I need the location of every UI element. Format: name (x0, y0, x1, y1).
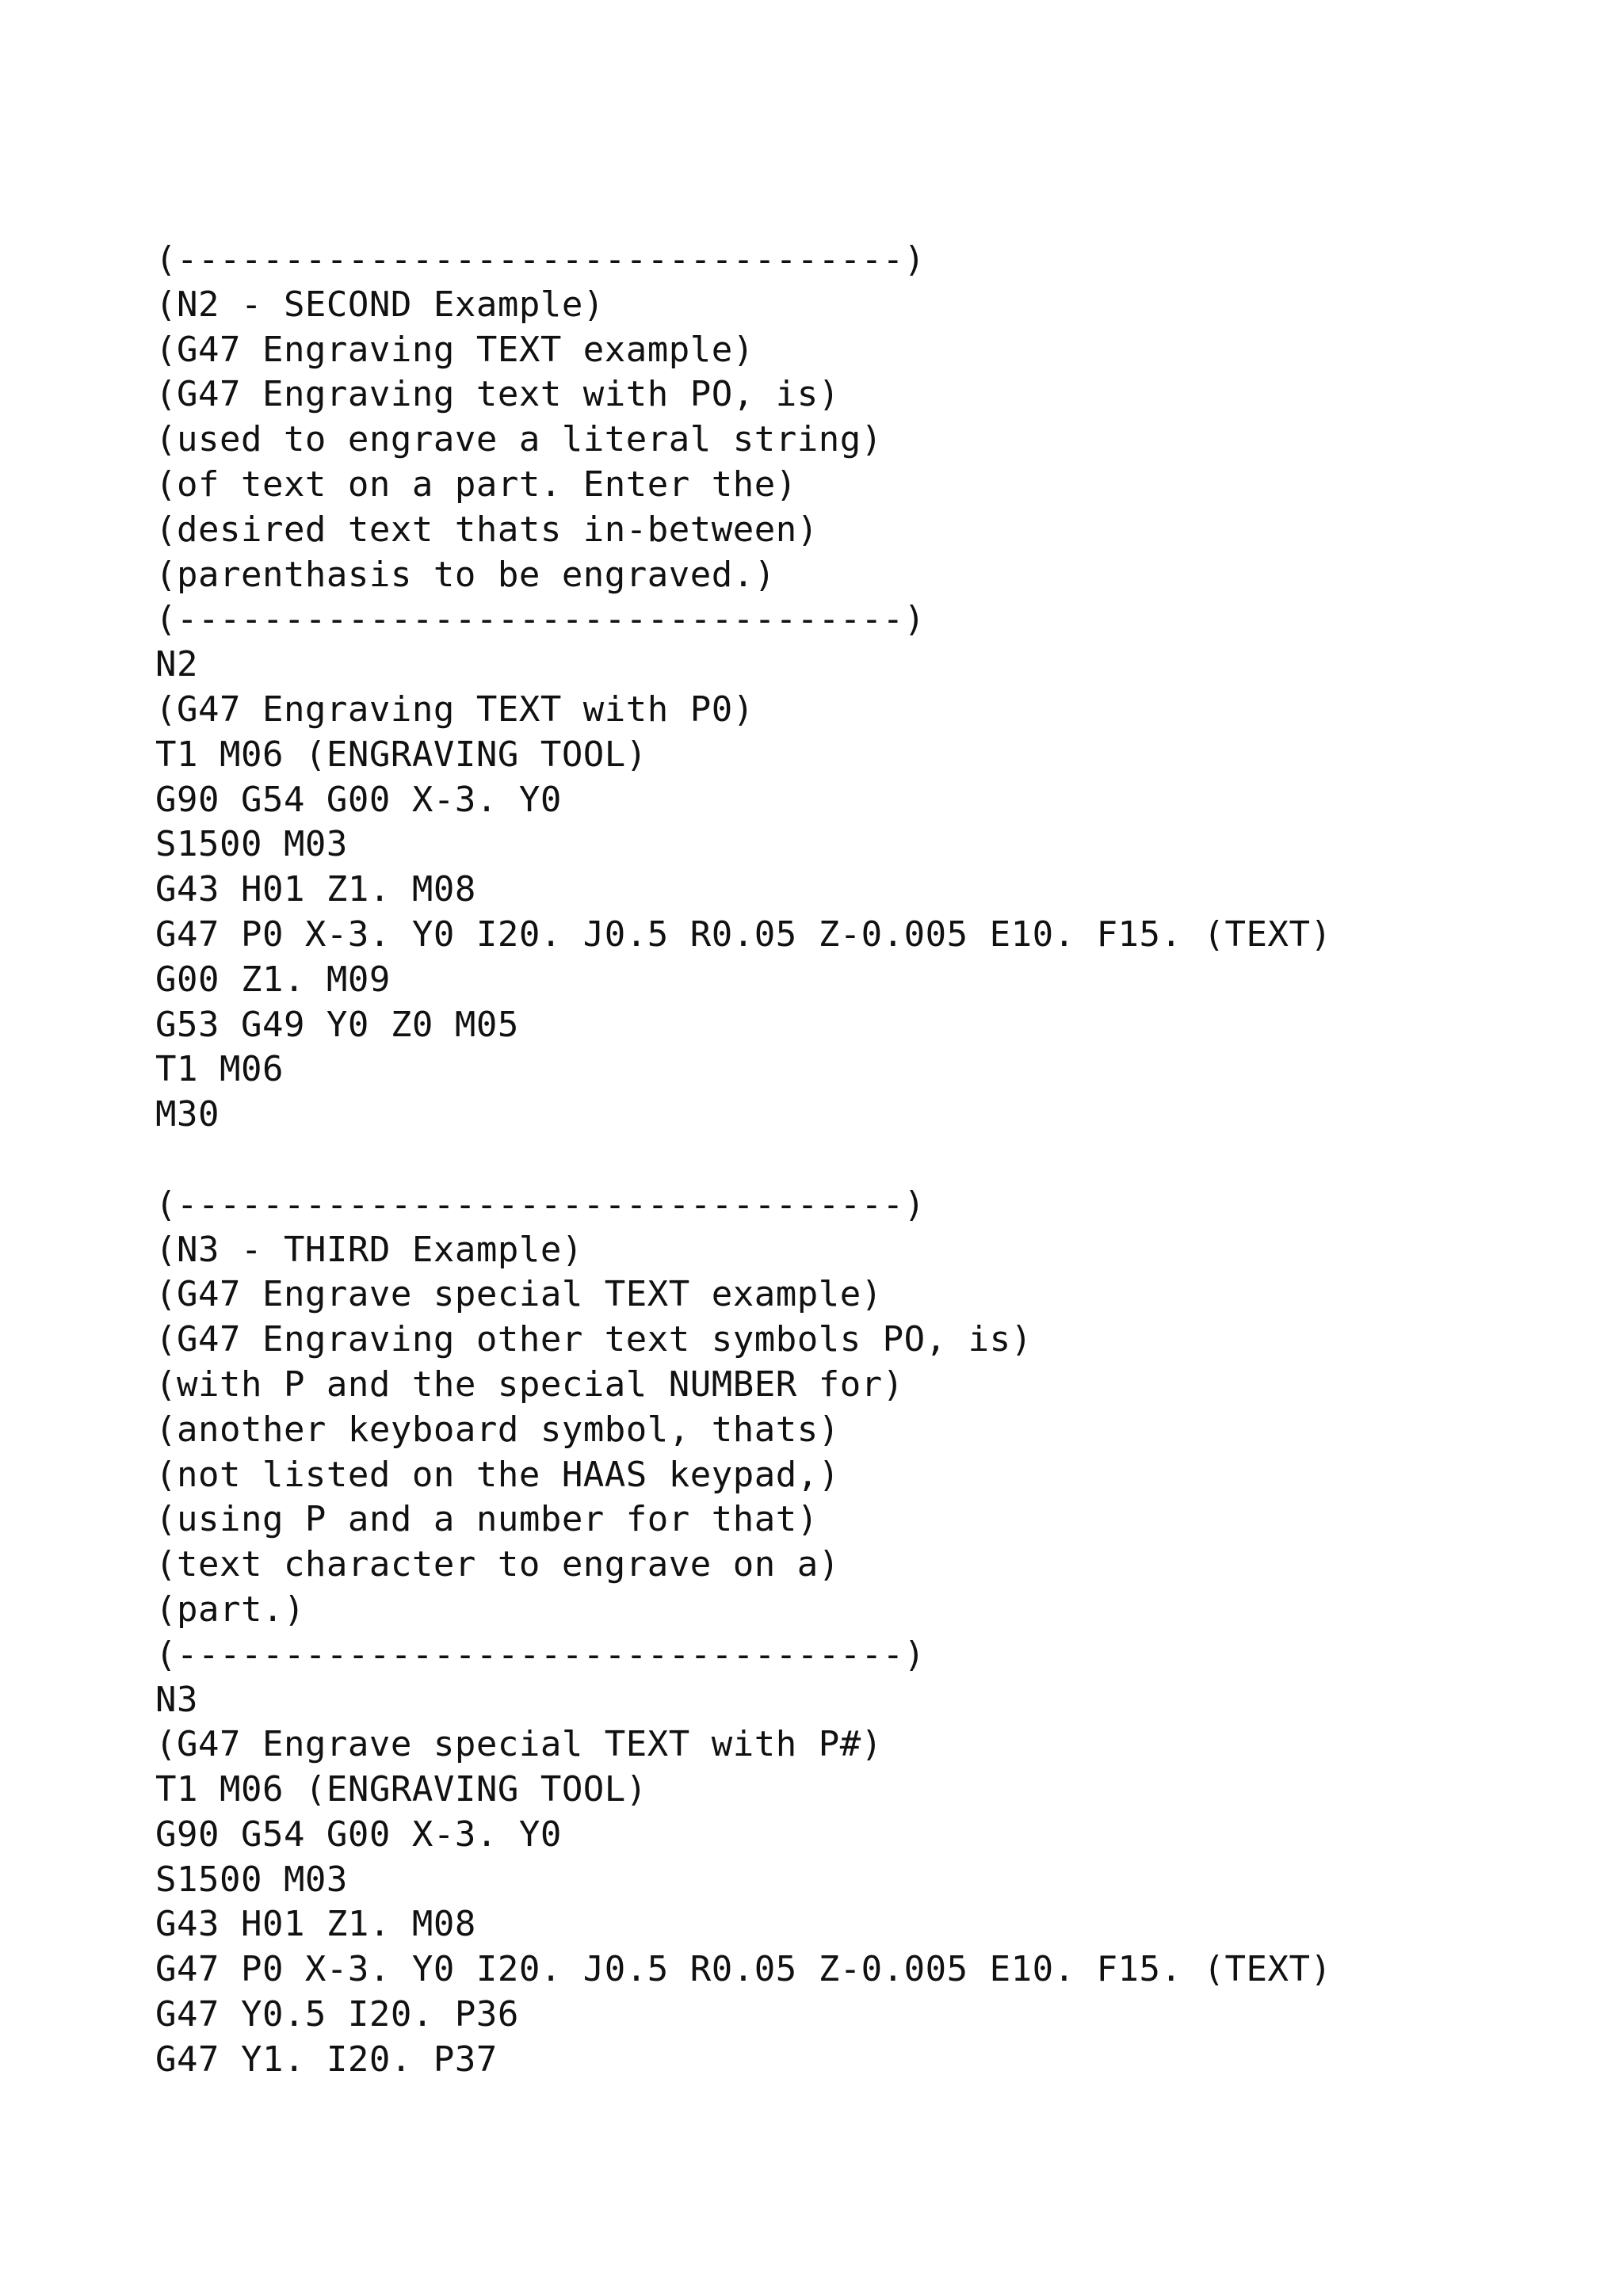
code-line: G53 G49 Y0 Z0 M05 (155, 1004, 519, 1045)
code-line: S1500 M03 (155, 824, 348, 865)
code-line: (text character to engrave on a) (155, 1544, 840, 1585)
code-line: G47 P0 X-3. Y0 I20. J0.5 R0.05 Z-0.005 E10. F15. (TEXT) (155, 913, 1332, 955)
code-line: (N2 - SECOND Example) (155, 284, 605, 325)
code-line: (----------------------------------) (155, 1184, 926, 1225)
code-line: (used to engrave a literal string) (155, 419, 883, 460)
code-line (155, 1138, 1582, 1183)
code-line: (N3 - THIRD Example) (155, 1229, 583, 1270)
code-line: G00 Z1. M09 (155, 959, 391, 1000)
code-line: T1 M06 (ENGRAVING TOOL) (155, 734, 647, 775)
code-line: (G47 Engraving other text symbols PO, is) (155, 1319, 1033, 1360)
code-line: G47 Y1. I20. P37 (155, 2039, 498, 2080)
code-line: (----------------------------------) (155, 1634, 926, 1675)
code-line: (G47 Engrave special TEXT example) (155, 1274, 883, 1315)
code-line: (using P and a number for that) (155, 1499, 819, 1540)
code-line: (not listed on the HAAS keypad,) (155, 1454, 840, 1495)
code-line: (G47 Engrave special TEXT with P#) (155, 1724, 883, 1765)
code-line: (----------------------------------) (155, 599, 926, 640)
code-line: G43 H01 Z1. M08 (155, 1904, 476, 1945)
code-line: G47 P0 X-3. Y0 I20. J0.5 R0.05 Z-0.005 E10. F15. (TEXT) (155, 1949, 1332, 1990)
code-line: (----------------------------------) (155, 239, 926, 280)
code-line: (parenthasis to be engraved.) (155, 554, 776, 595)
code-line: N3 (155, 1679, 198, 1720)
code-line: T1 M06 (ENGRAVING TOOL) (155, 1769, 647, 1810)
code-line: N2 (155, 644, 198, 685)
code-line: (of text on a part. Enter the) (155, 463, 797, 505)
code-line: (another keyboard symbol, thats) (155, 1409, 840, 1450)
code-line: (G47 Engraving text with PO, is) (155, 374, 840, 415)
code-line: G90 G54 G00 X-3. Y0 (155, 779, 562, 820)
code-line: (G47 Engraving TEXT with P0) (155, 688, 754, 730)
code-line: (desired text thats in-between) (155, 509, 819, 550)
code-line: T1 M06 (155, 1049, 284, 1090)
code-line: S1500 M03 (155, 1859, 348, 1900)
code-line: G90 G54 G00 X-3. Y0 (155, 1814, 562, 1855)
code-line: M30 (155, 1094, 220, 1135)
gcode-listing (155, 238, 1582, 2083)
code-line: (with P and the special NUMBER for) (155, 1363, 904, 1405)
code-line: G47 Y0.5 I20. P36 (155, 1994, 519, 2035)
code-line: (part.) (155, 1589, 305, 1630)
code-line: G43 H01 Z1. M08 (155, 869, 476, 910)
code-line: (G47 Engraving TEXT example) (155, 329, 754, 370)
